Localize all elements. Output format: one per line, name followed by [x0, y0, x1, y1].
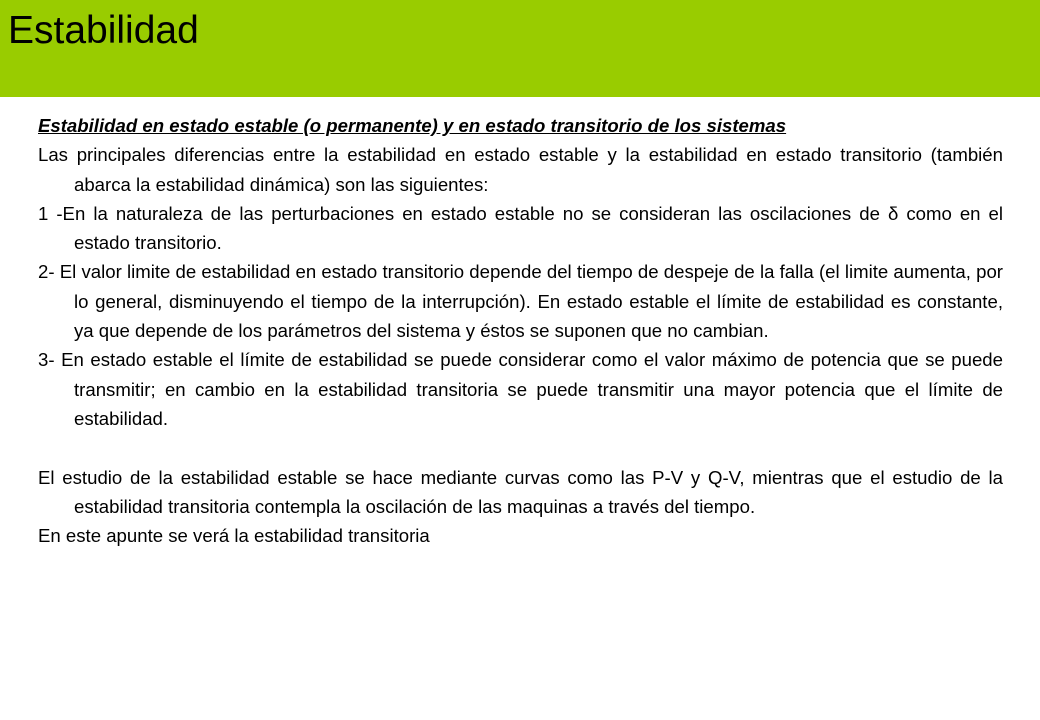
slide-body: [38, 111, 1003, 550]
study-paragraph: El estudio de la estabilidad estable se hace mediante curvas como las P-V y Q-V, mientras que el estudio de la estabilidad transitoria contempla la oscilación de las maquinas a través del tiempo.: [38, 466, 1003, 517]
spacer: [38, 433, 1003, 462]
difference-item-3: 3- En estado estable el límite de estabilidad se puede considerar como el valor máximo de potencia que se puede transmitir; en cambio en la estabilidad transitoria se puede transmitir una mayor potencia que el límite de estabilidad.: [38, 349, 1003, 429]
difference-item-2: 2- El valor limite de estabilidad en estado transitorio depende del tiempo de despeje de la falla (el limite aumenta, por lo general, disminuyendo el tiempo de la interrupción). En estado estable el límite de estabilidad es constante, ya que depende de los parámetros del sistema y éstos se suponen que no cambian.: [38, 261, 1003, 342]
title-bar: [0, 0, 1040, 97]
section-heading: Estabilidad en estado estable (o permanente) y en estado transitorio de los sistemas: [38, 115, 787, 136]
intro-paragraph: Las principales diferencias entre la estabilidad en estado estable y la estabilidad en estado transitorio (también abarca la estabilidad dinámica) son las siguientes:: [38, 144, 1003, 195]
closing-paragraph: En este apunte se verá la estabilidad transitoria: [38, 525, 430, 547]
slide-title: Estabilidad: [8, 9, 199, 52]
difference-item-1: 1 -En la naturaleza de las perturbaciones en estado estable no se consideran las oscilaciones de δ como en el estado transitorio.: [38, 202, 1003, 254]
